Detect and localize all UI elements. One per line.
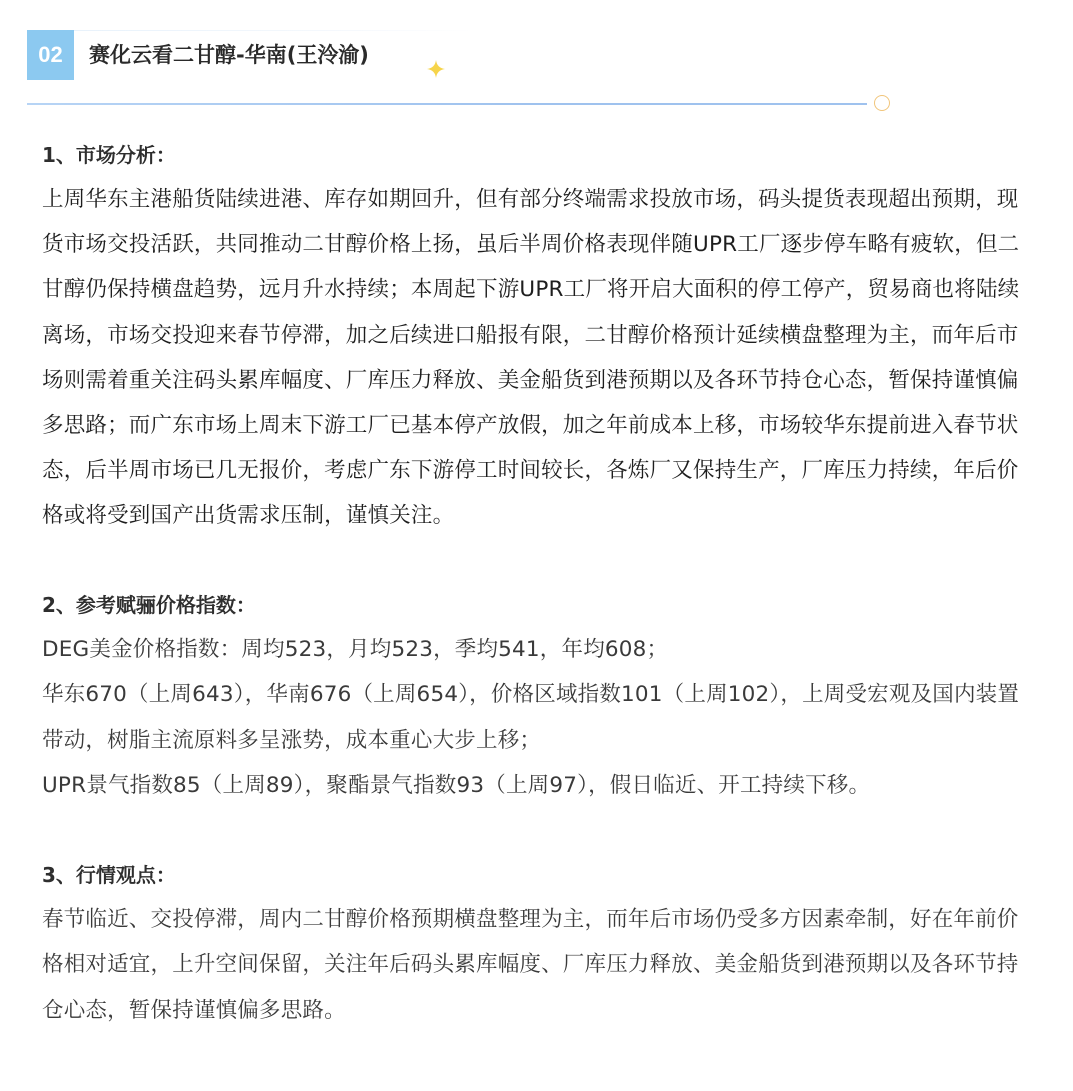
divider-circle-icon [874,95,890,111]
section-header [27,30,447,80]
price-index-heading: 2、参考赋骊价格指数： [42,592,256,617]
header-divider [27,103,867,105]
market-analysis-heading: 1、市场分析： [42,143,176,167]
sentiment-index-line: UPR景气指数85（上周89），聚酯景气指数93（上周97），假日临近、开工持续下移。 [42,773,871,799]
article-body [42,133,1032,1033]
outlook-text: 春节临近、交投停滞，周内二甘醇价格预期横盘整理为主，而年后市场仍受多方因素牵制，好在年前价格相对适宜，上升空间保留，关注年后码头累库幅度、厂库压力释放、美金船货到港预期以及各环节持仓心态，暂保持谨慎偏多思路。 [42,906,1019,1023]
sparkle-icon [427,60,445,78]
market-analysis-text: 上周华东主港船货陆续进港、库存如期回升，但有部分终端需求投放市场，码头提货表现超出预期，现货市场交投活跃，共同推动二甘醇价格上扬，虽后半周价格表现伴随UPR工厂逐步停车略有疲软，但二甘醇仍保持横盘趋势，远月升水持续；本周起下游UPR工厂将开启大面积的停工停产，贸易商也将陆续离场，市场交投迎来春节停滞，加之后续进口船报有限，二甘醇价格预计延续横盘整理为主，而年后市场则需着重关注码头累库幅度、厂库压力释放、美金船货到港预期以及各环节持仓心态，暂保持谨慎偏多思路；而广东市场上周末下游工厂已基本停产放假，加之年前成本上移，市场较华东提前进入春节状态，后半周市场已几无报价，考虑广东下游停工时间较长，各炼厂又保持生产，厂库压力持续，年后价格或将受到国产出货需求压制，谨慎关注。 [42,187,1020,529]
section-title: 赛化云看二甘醇-华南(王泠渝) [89,43,369,67]
deg-usd-index-line: DEG美金价格指数：周均523，月均523，季均541，年均608； [42,636,669,662]
section-number-badge: 02 [27,30,74,80]
outlook-heading: 3、行情观点： [42,862,176,887]
regional-index-line: 华东670（上周643），华南676（上周654），价格区域指数101（上周102），上周受宏观及国内装置带动，树脂主流原料多呈涨势，成本重心大步上移； [42,682,1020,753]
